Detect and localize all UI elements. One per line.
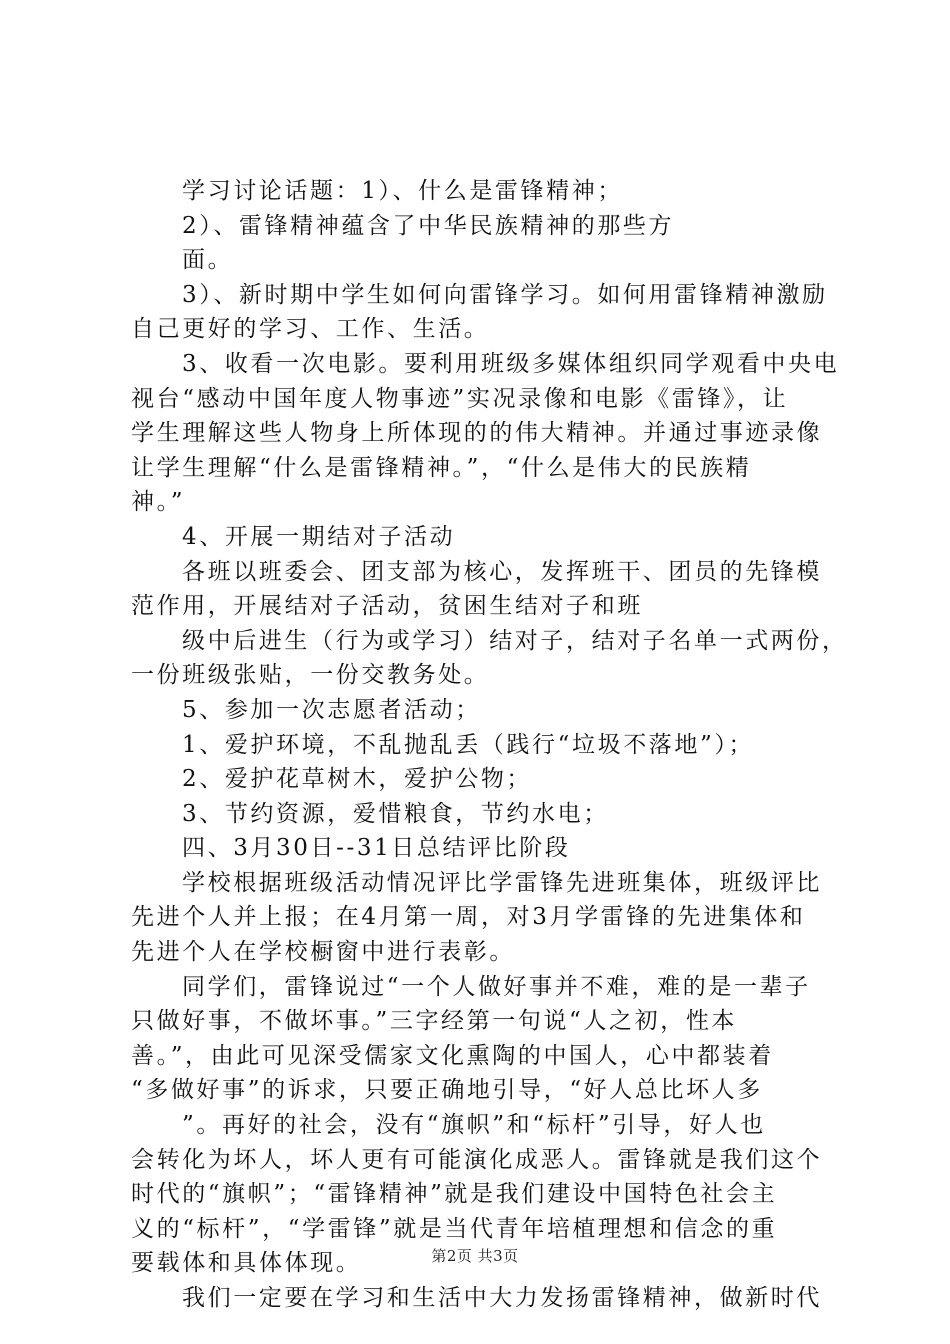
text-line: 只做好事，不做坏事。”三字经第一句说“人之初，性本 (131, 1008, 738, 1035)
text-line: 范作用，开展结对子活动，贫困生结对子和班 (131, 593, 643, 620)
page-number-footer: 第2页 共3页 (431, 1247, 519, 1265)
text-line: 4、开展一期结对子活动 (182, 523, 456, 550)
text-line: 四、3月30日--31日总结评比阶段 (182, 835, 571, 862)
text-line: 1、爱护环境，不乱抛乱丢（践行“垃圾不落地”）； (182, 731, 755, 758)
text-line: 2、爱护花草树木，爱护公物； (182, 766, 533, 793)
text-line: 学生理解这些人物身上所体现的的伟大精神。并通过事迹录像 (131, 420, 823, 447)
text-line: 会转化为坏人，坏人更有可能演化成恶人。雷锋就是我们这个 (131, 1146, 823, 1173)
text-line: 义的“标杆”，“学雷锋”就是当代青年培植理想和信念的重 (131, 1215, 778, 1242)
text-line: 3）、新时期中学生如何向雷锋学习。如何用雷锋精神激励 (182, 281, 828, 308)
text-line: ”。再好的社会，没有“旗帜”和“标杆”引导，好人也 (182, 1112, 766, 1139)
text-line: 善。”，由此可见深受儒家文化熏陶的中国人，心中都装着 (131, 1042, 774, 1069)
text-line: 各班以班委会、团支部为核心，发挥班干、团员的先锋模 (182, 558, 822, 585)
text-line: “多做好事”的诉求，只要正确地引导，“好人总比坏人多 (131, 1077, 763, 1104)
text-line: 神。” (131, 489, 186, 516)
text-line: 级中后进生（行为或学习）结对子，结对子名单一式两份， (182, 627, 848, 654)
text-line: 学习讨论话题：1）、什么是雷锋精神； (182, 178, 623, 204)
text-line: 学校根据班级活动情况评比学雷锋先进班集体，班级评比 (182, 869, 822, 896)
text-line: 让学生理解“什么是雷锋精神。”，“什么是伟大的民族精 (131, 454, 752, 481)
text-line: 时代的“旗帜”；“雷锋精神”就是我们建设中国特色社会主 (131, 1181, 778, 1208)
text-line: 视台“感动中国年度人物事迹”实况录像和电影《雷锋》，让 (131, 385, 789, 412)
text-line: 3、节约资源，爱惜粮食，节约水电； (182, 800, 609, 827)
text-line: 2）、雷锋精神蕴含了中华民族精神的那些方 (182, 212, 675, 239)
text-line: 5、参加一次志愿者活动； (182, 696, 481, 723)
text-line: 面。 (182, 247, 234, 274)
text-line: 3、收看一次电影。要利用班级多媒体组织同学观看中央电 (182, 350, 840, 377)
text-line: 我们一定要在学习和生活中大力发扬雷锋精神，做新时代 (182, 1285, 822, 1311)
text-line: 自己更好的学习、工作、生活。 (131, 316, 490, 343)
text-line: 要载体和具体体现。 (131, 1250, 362, 1277)
text-line: 先进个人并上报；在4月第一周，对3月学雷锋的先进集体和 (131, 904, 806, 931)
document-body (131, 174, 848, 1316)
text-line: 同学们，雷锋说过“一个人做好事并不难，难的是一辈子 (182, 973, 811, 1000)
text-line: 一份班级张贴，一份交教务处。 (131, 662, 490, 689)
text-line: 先进个人在学校橱窗中进行表彰。 (131, 939, 515, 966)
